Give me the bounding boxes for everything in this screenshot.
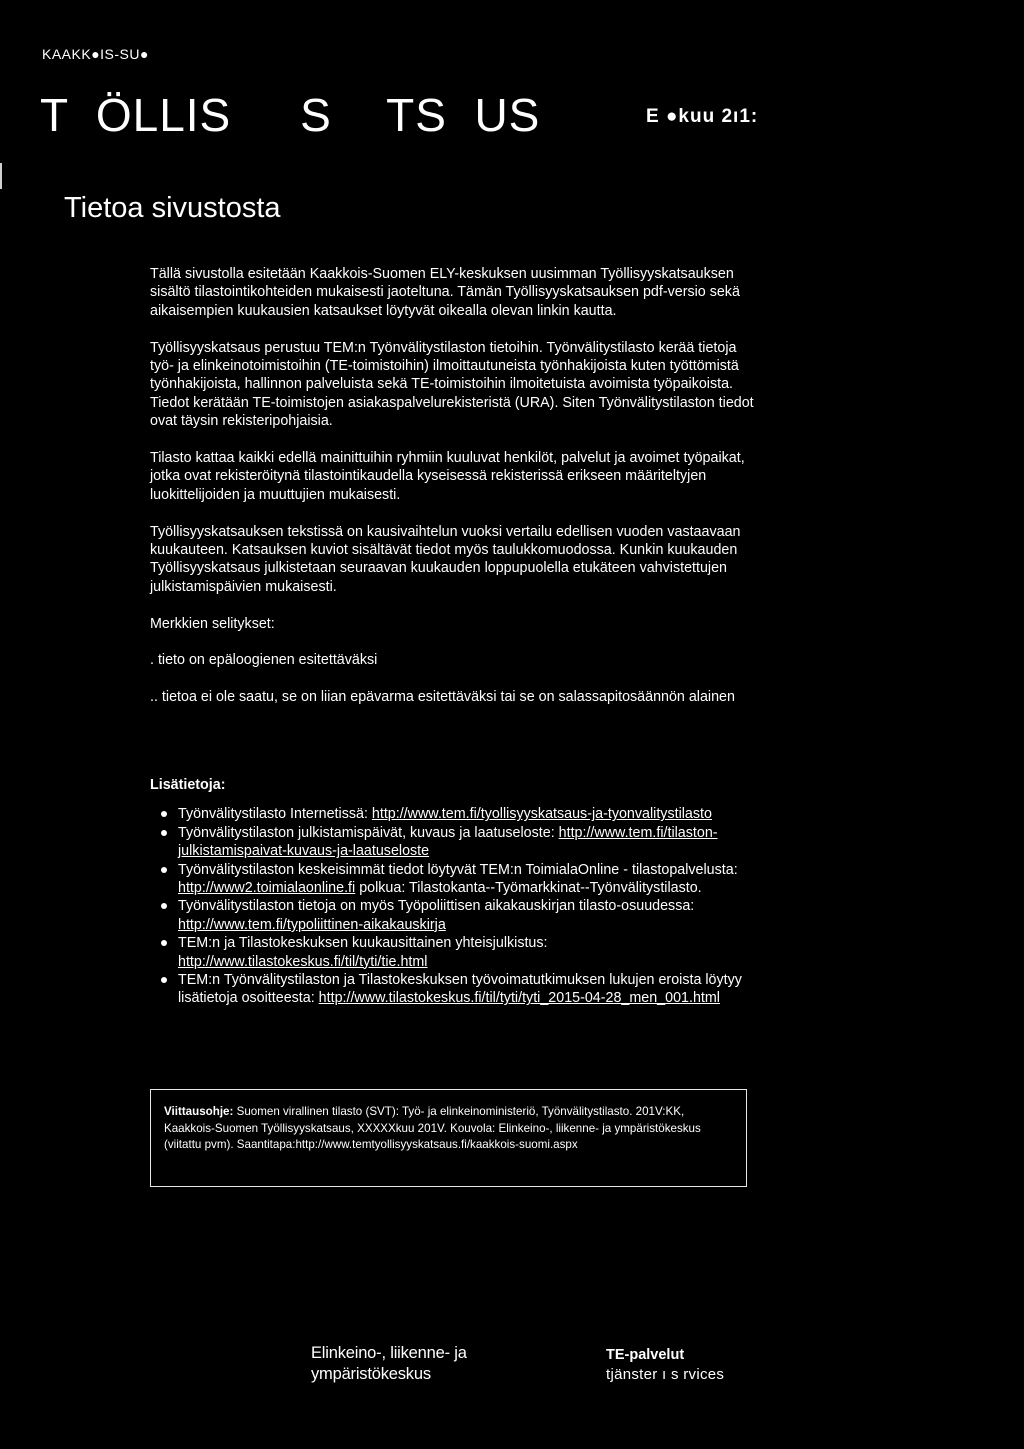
list-item [150,824,750,861]
more-info-heading: Lisätietoja: [150,777,226,793]
bullet-icon [161,940,167,946]
ely-centre-logo [311,1343,467,1385]
legend-heading: Merkkien selitykset: [150,615,275,632]
paragraph-comparison: Työllisyyskatsauksen tekstissä on kausivaihtelun vuoksi vertailu edellisen vuoden vastaavaan kuukauteen. Katsauksen kuviot sisältävät tiedot myös taulukkomuodossa. Kunkin kuukauden Työllisyyskatsaus julkistetaan seuraavan kuukauden loppupuolella etukäteen vahvistettujen julkistamispäivien mukaisesti. [150,523,741,595]
more-info-section [150,776,750,1008]
list-item [150,805,750,823]
edge-mark [0,163,2,189]
list-item-after: polkua: Tilastokanta--Työmarkkinat--Työnvälitystilasto. [355,880,702,897]
paragraph-coverage: Tilasto kattaa kaikki edellä mainittuihin ryhmiin kuuluvat henkilöt, palvelut ja avoimet työpaikat, jotka ovat rekisteröitynä tilastointikaudella kyseisessä rekisterissä erikseen määriteltyjen luokittelijoiden ja muuttujien mukaisesti. [150,450,745,503]
te-logo-name: TE-palvelut [606,1347,685,1363]
citation-box [150,1089,747,1187]
legend-double-dot: .. tietoa ei ole saatu, se on liian epävarma esitettäväksi tai se on salassapitosäännön alainen [150,689,735,706]
te-services-logo [606,1346,724,1384]
list-item-text: Työnvälitystilaston keskeisimmät tiedot löytyvät TEM:n ToimialaOnline - tilastopalvelusta: [178,861,738,878]
page-title: T ÖLLIS S TS US [40,89,541,141]
paragraph-data-source: Työllisyyskatsaus perustuu TEM:n Työnvälitystilaston tietoihin. Työnvälitystilasto kerää tietoja työ- ja elinkeinotoimistoihin (TE-toimistoihin) ilmoittautuneista työnhakijoista kuten työttömistä työnhakijoista, hallinnon palveluista sekä TE-toimistoihin ilmoitetuista avoimista työpaikoista. Tiedot kerätään TE-toimistojen asiakaspalvelurekisteristä (URA). Siten Työnvälitystilaston tiedot ovat täysin rekisteripohjaisia. [150,339,754,430]
title-date: E ●kuu 2ı1: [646,106,759,127]
list-item [150,934,750,971]
bullet-icon [161,830,167,836]
te-logo-subtitle: tjänster ı s rvices [606,1366,725,1383]
link-statistics-internet[interactable]: http://www.tem.fi/tyollisyyskatsaus-ja-tyonvalitystilasto [371,806,712,823]
list-item [150,971,750,1008]
link-release-dates[interactable]: http://www.tem.fi/tilaston-julkistamispaivat-kuvaus-ja-laatuseloste [178,824,718,860]
ely-logo-line2: ympäristökeskus [311,1365,431,1383]
bullet-icon [161,811,167,817]
ely-logo-line1: Elinkeino-, liikenne- ja [311,1344,467,1362]
link-journal[interactable]: http://www.tem.fi/typoliittinen-aikakauskirja [178,916,446,933]
body-text [150,265,760,725]
link-differences[interactable]: http://www.tilastokeskus.fi/til/tyti/tyti_2015-04-28_men_001.html [318,990,720,1007]
paragraph-about-site: Tällä sivustolla esitetään Kaakkois-Suomen ELY-keskuksen uusimman Työllisyyskatsauksen sisältö tilastointikohteiden mukaisesti jaoteltuna. Tämän Työllisyyskatsauksen pdf-versio sekä aikaisempien kuukausien katsaukset löytyvät oikealla olevan linkin kautta. [150,266,740,319]
more-info-list [150,805,750,1007]
citation-text: Suomen virallinen tilasto (SVT): Työ- ja elinkeinoministeriö, Työnvälitystilasto. 201V:KK, Kaakkois-Suomen Työllisyyskatsaus, XXXXXkuu 201V. Kouvola: Elinkeino-, liikenne- ja ympäristökeskus (viitattu pvm). Saantitapa:http://www.temtyollisyyskatsaus.fi/kaakkois-suomi.aspx [164,1105,701,1152]
link-joint-release[interactable]: http://www.tilastokeskus.fi/til/tyti/tie.html [178,953,428,970]
list-item-text: Työnvälitystilasto Internetissä: [178,806,372,823]
list-item-text: TEM:n Työnvälitystilaston ja Tilastokeskuksen työvoimatutkimuksen lukujen eroista löytyy lisätietoja osoitteesta: [178,972,742,1007]
region-label: KAAKK●IS-SU● [42,46,149,62]
bullet-icon [161,867,167,873]
link-toimialaonline[interactable]: http://www2.toimialaonline.fi [178,880,356,897]
list-item [150,897,750,934]
bullet-icon [161,977,167,983]
list-item-text: Työnvälitystilaston julkistamispäivät, kuvaus ja laatuseloste: [178,824,559,841]
list-item [150,861,750,898]
list-item-text: TEM:n ja Tilastokeskuksen kuukausittainen yhteisjulkistus: [178,935,548,952]
page-heading: Tietoa sivustosta [64,192,281,224]
legend-single-dot: . tieto on epäloogienen esitettäväksi [150,652,378,669]
list-item-text: Työnvälitystilaston tietoja on myös Työpoliittisen aikakauskirjan tilasto-osuudessa: [178,898,695,915]
bullet-icon [161,903,167,909]
citation-label: Viittausohje: [164,1105,234,1118]
